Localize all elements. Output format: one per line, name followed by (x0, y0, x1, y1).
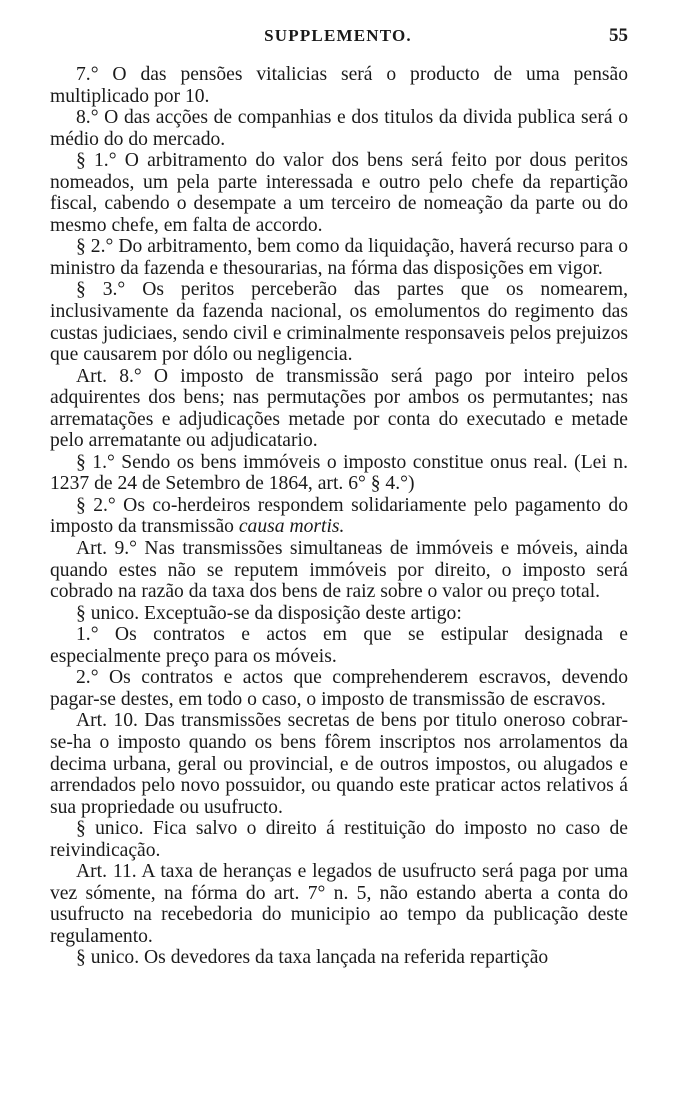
running-title: SUPPLEMENTO. (264, 26, 412, 45)
paragraph-text: 2.° Os contratos e actos que comprehenderem escravos, devendo pagar-se destes, em todo o caso, o imposto de transmissão de escravos. (50, 667, 628, 710)
paragraph-text: § 1.° O arbitramento do valor dos bens será feito por dous peritos nomeados, um pela parte interessada e outro pelo chefe da repartição fiscal, cabendo o desempate a um terceiro de nomeação da parte ou do mesmo chefe, em falta de accordo. (50, 150, 628, 236)
paragraph-text: § unico. Fica salvo o direito á restituição do imposto no caso de reivindicação. (50, 818, 628, 861)
paragraph-art-9 (50, 538, 628, 603)
paragraph-art-10-unico (50, 818, 628, 861)
paragraph-item-7 (50, 64, 628, 107)
paragraph-text: § 1.° Sendo os bens immóveis o imposto constitue onus real. (Lei n. 1237 de 24 de Setembro de 1864, art. 6° § 4.°) (50, 451, 628, 495)
paragraph-item-8 (50, 107, 628, 150)
running-header (48, 26, 628, 50)
paragraph-art-9-item-2 (50, 667, 628, 710)
paragraph-art-9-item-1 (50, 624, 628, 667)
paragraph-art-8 (50, 366, 628, 452)
paragraph-text: Art. 9.° Nas transmissões simultaneas de immóveis e móveis, ainda quando estes não se reputem immóveis por direito, o imposto será cobrado na razão da taxa dos bens de raiz sobre o valor ou preço total. (50, 538, 628, 603)
paragraph-art-9-unico (50, 603, 628, 625)
paragraph-text: § 2.° Os co-herdeiros respondem solidariamente pelo pagamento do imposto da transmissão (50, 494, 628, 538)
paragraph-text: 8.° O das acções de companhias e dos titulos da divida publica será o médio do do mercado. (50, 107, 628, 150)
paragraph-art-11 (50, 861, 628, 947)
page-body (50, 64, 628, 969)
paragraph-text: Art. 11. A taxa de heranças e legados de usufructo será paga por uma vez sómente, na fórma do art. 7° n. 5, não estando aberta a conta do usufructo na recebedoria do municipio ao tempo da publicação deste regulamento. (50, 861, 628, 947)
paragraph-italic-text: causa mortis. (238, 516, 345, 538)
paragraph-section-2 (50, 236, 628, 279)
paragraph-section-3 (50, 279, 628, 365)
paragraph-art-8-section-1 (50, 452, 628, 495)
paragraph-art-11-unico (50, 947, 628, 969)
paragraph-art-8-section-2 (50, 495, 628, 538)
paragraph-text: § 3.° Os peritos perceberão das partes que os nomearem, inclusivamente da fazenda nacional, os emolumentos do regimento das custas judiciaes, sendo civil e criminalmente responsaveis pelos prejuizos que causarem por dólo ou negligencia. (50, 279, 628, 366)
paragraph-art-10 (50, 710, 628, 818)
paragraph-section-1 (50, 150, 628, 236)
paragraph-text: 7.° O das pensões vitalicias será o producto de uma pensão multiplicado por 10. (50, 64, 628, 107)
page-number: 55 (609, 25, 628, 46)
paragraph-text: § unico. Os devedores da taxa lançada na referida repartição (76, 947, 549, 969)
paragraph-text: 1.° Os contratos e actos em que se estipular designada e especialmente preço para os móveis. (50, 624, 628, 667)
paragraph-text: Art. 8.° O imposto de transmissão será pago por inteiro pelos adquirentes dos bens; nas permutações por ambos os permutantes; nas arrematações e adjudicações metade por conta do executado e metade pelo arrematante ou adjudicatario. (50, 365, 628, 452)
paragraph-text: § 2.° Do arbitramento, bem como da liquidação, haverá recurso para o ministro da fazenda e thesourarias, na fórma das disposições em vigor. (50, 236, 628, 279)
paragraph-text: § unico. Exceptuão-se da disposição deste artigo: (76, 602, 462, 624)
paragraph-text: Art. 10. Das transmissões secretas de bens por titulo oneroso cobrar-se-ha o imposto quando os bens fôrem inscriptos nos arrolamentos da decima urbana, geral ou provincial, e de outros impostos, ou alugados e arrendados pelo novo possuidor, ou quando este praticar actos relativos á sua propriedade ou usufructo. (50, 710, 628, 818)
